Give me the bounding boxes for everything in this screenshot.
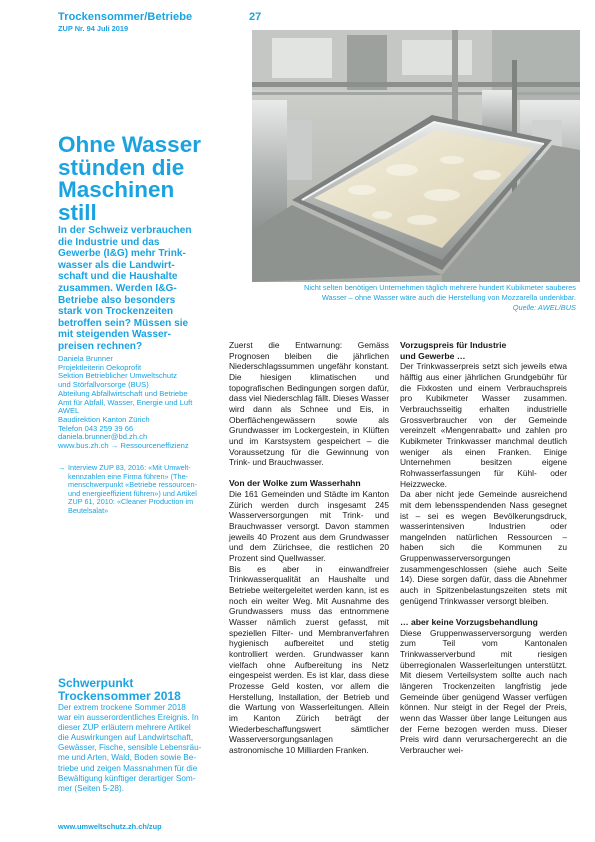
section-heading: … aber keine Vorzugsbehandlung	[400, 617, 538, 627]
author-directorate: Baudirektion Kanton Zürich	[58, 414, 150, 424]
related-line: und energieeffizient führen») und Artikel	[68, 488, 197, 498]
photo-caption-line1: Nicht selten benötigen Unternehmen täglich mehrere hundert Kubikmeter sauberes	[304, 283, 576, 292]
body-paragraph: Diese Gruppenwasserversorgung werden zum Teil vom Kantonalen Trinkwasserverbund mit riesigen überregionalen Wasserleitungen unterstützt. Mit diesem Verteilsystem sollte auch nach längeren Trockenzeiten langfristig jede Gemeinde über genügend Wasser verfügen können. Nur steigt in der Regel der Preis, wenn das Wasser über lange Leitungen aus der Ferne bezogen werden muss. Dieser Preis wird dann verursachergerecht an die Verbraucher wei-	[400, 627, 567, 755]
photo-source: Quelle: AWEL/BUS	[512, 302, 576, 312]
lead-line: schaft und die Haushalte	[58, 271, 178, 283]
body-paragraph: Zuerst die Entwarnung: Gemäss Prognosen bleiben die jährlichen Niederschlagssummen ungefähr konstant. Die hiesigen klimatischen und topografischen Bedingungen sorgen dafür, dass viel Niederschlag fällt. Dieses Wasser wird dann als Schnee und Eis, in Oberflächengewässern sowie als Grundwasser im Lockergestein, in Klüften und im Karstsystem gespeichert – die Voraussetzung für die Gewinnung von Trink- und Brauchwasser.	[229, 340, 389, 468]
author-name: Daniela Brunner	[58, 354, 113, 363]
headline-line: stünden die	[58, 154, 185, 180]
focus-line: war ein ausserordentliches Ereignis. In	[58, 713, 199, 723]
author-email-link[interactable]: daniela.brunner@bd.zh.ch	[58, 432, 148, 442]
focus-line: triebe und zeigen Massnahmen für die	[58, 763, 198, 773]
author-contact	[58, 355, 246, 451]
footer-url-link[interactable]: www.umweltschutz.zh.ch/zup	[58, 822, 162, 831]
author-phone: Telefon 043 259 39 66	[58, 423, 134, 433]
author-department: Abteilung Abfallwirtschaft und Betriebe	[58, 388, 188, 398]
related-line: ZUP 61, 2010: «Cleaner Production im	[68, 497, 194, 507]
arrow-right-icon: →	[58, 463, 66, 472]
section-title: Trockensommer/Betriebe	[58, 11, 193, 23]
issue-label: ZUP Nr. 94 Juli 2019	[58, 24, 129, 33]
focus-line: Der extrem trockene Sommer 2018	[58, 703, 186, 712]
lead-line: betroffen sein? Müssen sie	[58, 317, 189, 329]
author-role: Projektleiterin Oekoprofit	[58, 362, 142, 372]
focus-line: me und Arten, Wald, Boden sowie Be-	[58, 753, 197, 763]
headline-line: Maschinen	[58, 177, 175, 202]
focus-line: mer (Seiten 5-28).	[58, 783, 124, 793]
lead-line: mit steigenden Wasser-	[58, 329, 171, 341]
focus-title-line: Trockensommer 2018	[58, 688, 181, 703]
author-section: Sektion Betrieblicher Umweltschutz	[58, 371, 178, 381]
related-line: Interview ZUP 83, 2016: «Mit Umwelt-	[68, 463, 191, 472]
body-paragraph: Bis es aber in einwandfreier Trinkwasserqualität an Haushalte und Betriebe weitergeleitet werden kann, ist es noch ein weiter Weg. Mit Ausnahme des Grundwassers muss das entnommene Wasser nämlich zuerst gefasst, mit speziellen Filter- und Membranverfahren hygienisch aufbereitet und stetig kontrolliert werden. Grundwasser kann vielfach ohne Aufbereitung ins Netz eingespeist werden. Es ist klar, dass diese Prozesse Geld kosten, vor allem die Herstellung, Installation, der Betrieb und die Wartung von Wasserleitungen. Allein im Kanton Zürich beträgt der Wiederbeschaffungswert sämtlicher Wasserversorgungsanlagen astronomische 10 Milliarden Franken.	[229, 563, 389, 755]
headline-line: Ohne Wasser	[58, 132, 201, 157]
page-number: 27	[249, 11, 262, 23]
headline-line: still	[58, 199, 97, 225]
body-paragraph: Da aber nicht jede Gemeinde ausreichend mit dem lebensspendenden Nass gesegnet ist – sei es wegen Bevölkerungsdruck, wasserintensiven Industrien oder mangelnden natürlichen Ressourcen – haben sich die Kommunen zu Gruppenwasserversorgungen zusammengeschlossen (siehe auch Seite 14). Diese sorgen dafür, dass die Abnehmer auch in Spitzenbelastungszeiten stets mit genügend Trinkwasser versorgt bleiben.	[400, 489, 567, 606]
author-section: und Störfallvorsorge (BUS)	[58, 380, 149, 390]
lead-line: Gewerbe (I&G) mehr Trink-	[58, 248, 186, 260]
focus-line: Bewältigung künftiger derartiger Som-	[58, 773, 196, 783]
section-heading	[400, 340, 567, 361]
focus-line: die Auswirkungen auf Landwirtschaft,	[58, 733, 194, 743]
focus-box-title	[58, 677, 248, 702]
lead-line: preisen rechnen?	[58, 340, 143, 352]
focus-line: dieser ZUP erläutern mehrere Artikel	[58, 723, 191, 733]
lead-line: die Industrie und das	[58, 236, 160, 248]
body-paragraph: Der Trinkwasserpreis setzt sich jeweils etwa hälftig aus einer jährlichen Grundgebühr für die Fixkosten und einem Verbrauchspreis pro Kubikmeter Wasser zusammen. Verbrauchsseitig erhalten industrielle Grossverbraucher von der Gemeinde vereinzelt «Mengenrabatt» und zahlen pro Kubikmeter Trinkwasser manchmal deutlich weniger als einen Franken. Einige Unternehmen besitzen eigene Rohwasserfassungen für Kühl- oder Heizzwecke.	[400, 361, 567, 489]
focus-title-line: Schwerpunkt	[58, 676, 134, 690]
factory-illustration	[252, 30, 580, 282]
author-office: Amt für Abfall, Wasser, Energie und Luft	[58, 397, 193, 407]
photo-caption-line2: Wasser – ohne Wasser wäre auch die Herstellung von Mozzarella undenkbar.	[321, 292, 576, 302]
focus-line: Gewässer, Fische, sensible Lebensräu-	[58, 743, 202, 753]
related-line: Beutelsalat»	[68, 505, 109, 515]
related-article-entry[interactable]	[58, 464, 243, 516]
related-line: kennzahlen eine Firma führen» (The-	[68, 471, 189, 481]
article-lead	[58, 225, 246, 353]
lead-line: stark von Trockenzeiten	[58, 306, 173, 318]
author-office-abbr: AWEL	[58, 406, 80, 416]
body-column-2	[400, 340, 567, 756]
related-articles	[58, 464, 243, 516]
lead-line: wasser als die Landwirt-	[58, 259, 175, 271]
author-website-link[interactable]: www.bus.zh.ch → Ressourceneffizienz	[58, 441, 189, 451]
focus-box-text	[58, 703, 246, 794]
mozzarella-production-photo	[252, 30, 580, 282]
article-headline	[58, 134, 248, 224]
lead-line: In der Schweiz verbrauchen	[58, 225, 192, 236]
body-paragraph: Die 161 Gemeinden und Städte im Kanton Zürich werden durch insgesamt 245 Wasserversorgungen mit Trink- und Brauchwasser versorgt. Davon stammen jeweils 40 Prozent aus dem Grundwasser und dem Zürichsee, die restlichen 20 Prozent sind Quellwasser.	[229, 489, 389, 564]
section-heading: Von der Wolke zum Wasserhahn	[229, 478, 361, 489]
heading-line: und Gewerbe …	[400, 350, 466, 361]
body-column-1	[229, 340, 389, 756]
lead-line: Betriebe also besonders	[58, 294, 176, 306]
lead-line: zusammen. Werden I&G-	[58, 282, 177, 294]
related-line: menschwerpunkt «Betriebe ressourcen-	[68, 480, 197, 490]
heading-line: Vorzugspreis für Industrie	[400, 340, 507, 350]
